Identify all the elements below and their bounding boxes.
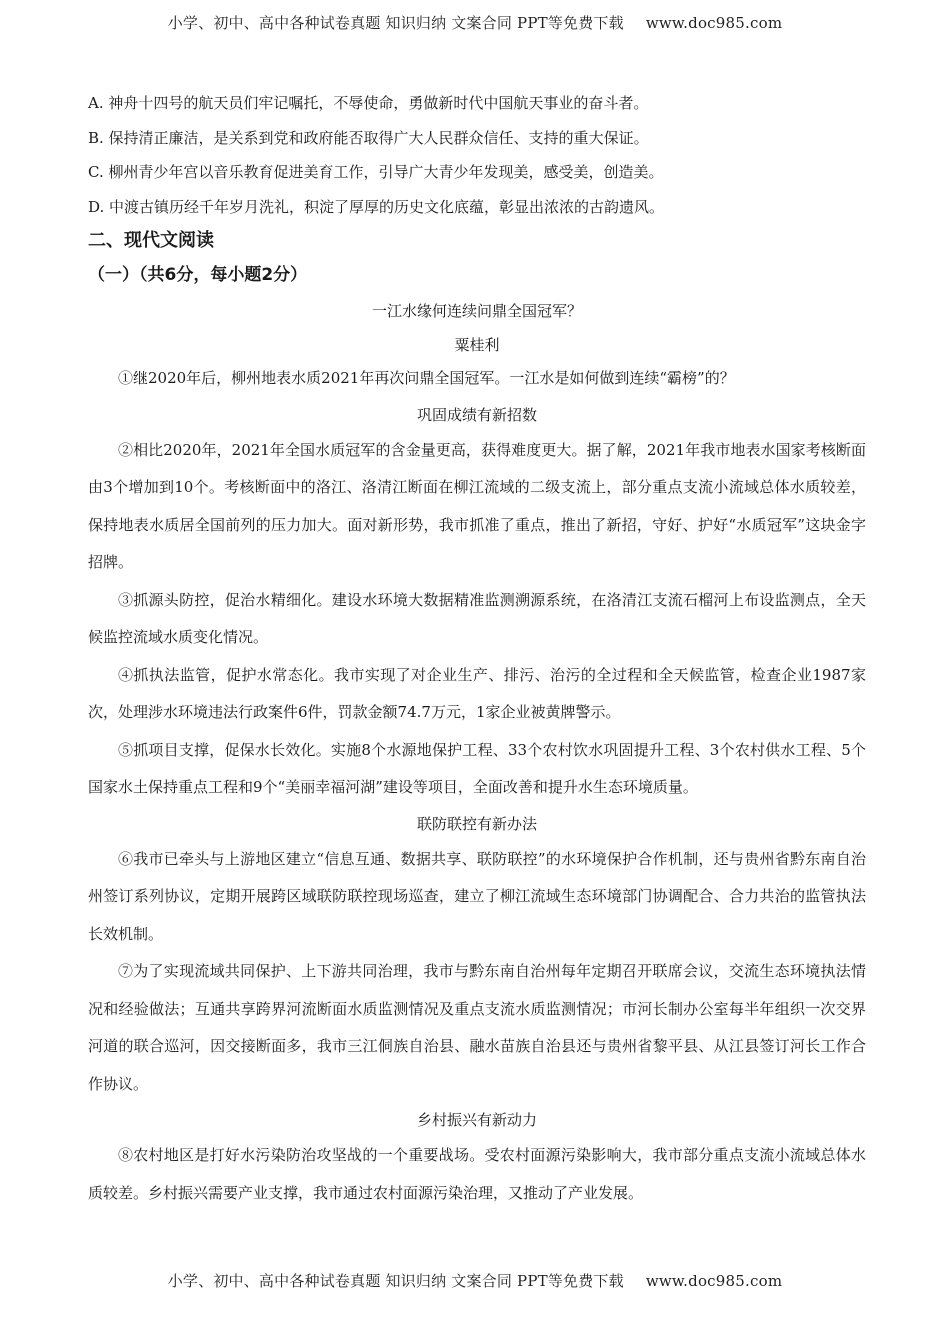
option-b: B. 保持清正廉洁，是关系到党和政府能否取得广大人民群众信任、支持的重大保证。 xyxy=(88,128,649,147)
paragraph-6: ⑥我市已牵头与上游地区建立“信息互通、数据共享、联防联控”的水环境保护合作机制，还与贵州省黔东南自治州签订系列协议，定期开展跨区域联防联控现场巡查，建立了柳江流域生态环境部门协调配合、合力共治的监管执法长效机制。 xyxy=(88,849,866,943)
section-title: 二、现代文阅读 xyxy=(88,230,214,251)
paragraph-8: ⑧农村地区是打好水污染防治攻坚战的一个重要战场。受农村面源污染影响大，我市部分重点支流小流域总体水质较差。乡村振兴需要产业支撑，我市通过农村面源污染治理，又推动了产业发展。 xyxy=(88,1146,866,1202)
heading-1: 巩固成绩有新招数 xyxy=(416,405,537,424)
header-text: 小学、初中、高中各种试卷真题 知识归纳 文案合同 PPT等免费下载 xyxy=(167,14,624,32)
footer-text: 小学、初中、高中各种试卷真题 知识归纳 文案合同 PPT等免费下载 xyxy=(167,1272,624,1290)
paragraph-4: ④抓执法监管，促护水常态化。我市实现了对企业生产、排污、治污的全过程和全天候监管，检查企业1987家次，处理涉水环境违法行政案件6件，罚款金额74.7万元，1家企业被黄牌警示。 xyxy=(88,665,866,721)
option-a: A. 神舟十四号的航天员们牢记嘱托，不辱使命，勇做新时代中国航天事业的奋斗者。 xyxy=(88,94,649,112)
heading-3: 乡村振兴有新动力 xyxy=(416,1111,537,1129)
article-title: 一江水缘何连续问鼎全国冠军？ xyxy=(371,302,582,320)
page-footer xyxy=(0,1270,950,1291)
article-author: 粟桂利 xyxy=(454,336,500,354)
page-header xyxy=(0,12,950,33)
paragraph-2: ②相比2020年，2021年全国水质冠军的含金量更高，获得难度更大。据了解，2021年我市地表水国家考核断面由3个增加到10个。考核断面中的洛江、洛清江断面在柳江流域的二级支流上，部分重点支流小流域总体水质较差，保持地表水质居全国前列的压力加大。面对新形势，我市抓准了重点，推出了新招，守好、护好“水质冠军”这块金字招牌。 xyxy=(88,440,866,571)
header-url[interactable]: www.doc985.com xyxy=(645,14,783,32)
sub-title: （一）（共6分，每小题2分） xyxy=(88,265,308,285)
paragraph-1: ①继2020年后，柳州地表水质2021年再次问鼎全国冠军。一江水是如何做到连续“霸榜”的？ xyxy=(118,369,735,387)
option-d: D. 中渡古镇历经千年岁月洗礼，积淀了厚厚的历史文化底蕴，彰显出浓浓的古韵遗风。 xyxy=(88,197,665,216)
heading-2: 联防联控有新办法 xyxy=(416,814,537,833)
paragraph-5: ⑤抓项目支撑，促保水长效化。实施8个水源地保护工程、33个农村饮水巩固提升工程、3个农村供水工程、5个国家水土保持重点工程和9个“美丽幸福河湖”建设等项目，全面改善和提升水生态环境质量。 xyxy=(88,740,866,796)
paragraph-7: ⑦为了实现流域共同保护、上下游共同治理，我市与黔东南自治州每年定期召开联席会议，交流生态环境执法情况和经验做法；互通共享跨界河流断面水质监测情况及重点支流水质监测情况；市河长制办公室每半年组织一次交界河道的联合巡河，因交接断面多，我市三江侗族自治县、融水苗族自治县还与贵州省黎平县、从江县签订河长工作合作协议。 xyxy=(88,962,866,1093)
footer-url[interactable]: www.doc985.com xyxy=(645,1272,783,1290)
option-c: C. 柳州青少年宫以音乐教育促进美育工作，引导广大青少年发现美，感受美，创造美。 xyxy=(88,163,664,181)
page-content xyxy=(88,86,866,1212)
paragraph-3: ③抓源头防控，促治水精细化。建设水环境大数据精准监测溯源系统，在洛清江支流石榴河上布设监测点，全天候监控流域水质变化情况。 xyxy=(88,590,866,646)
